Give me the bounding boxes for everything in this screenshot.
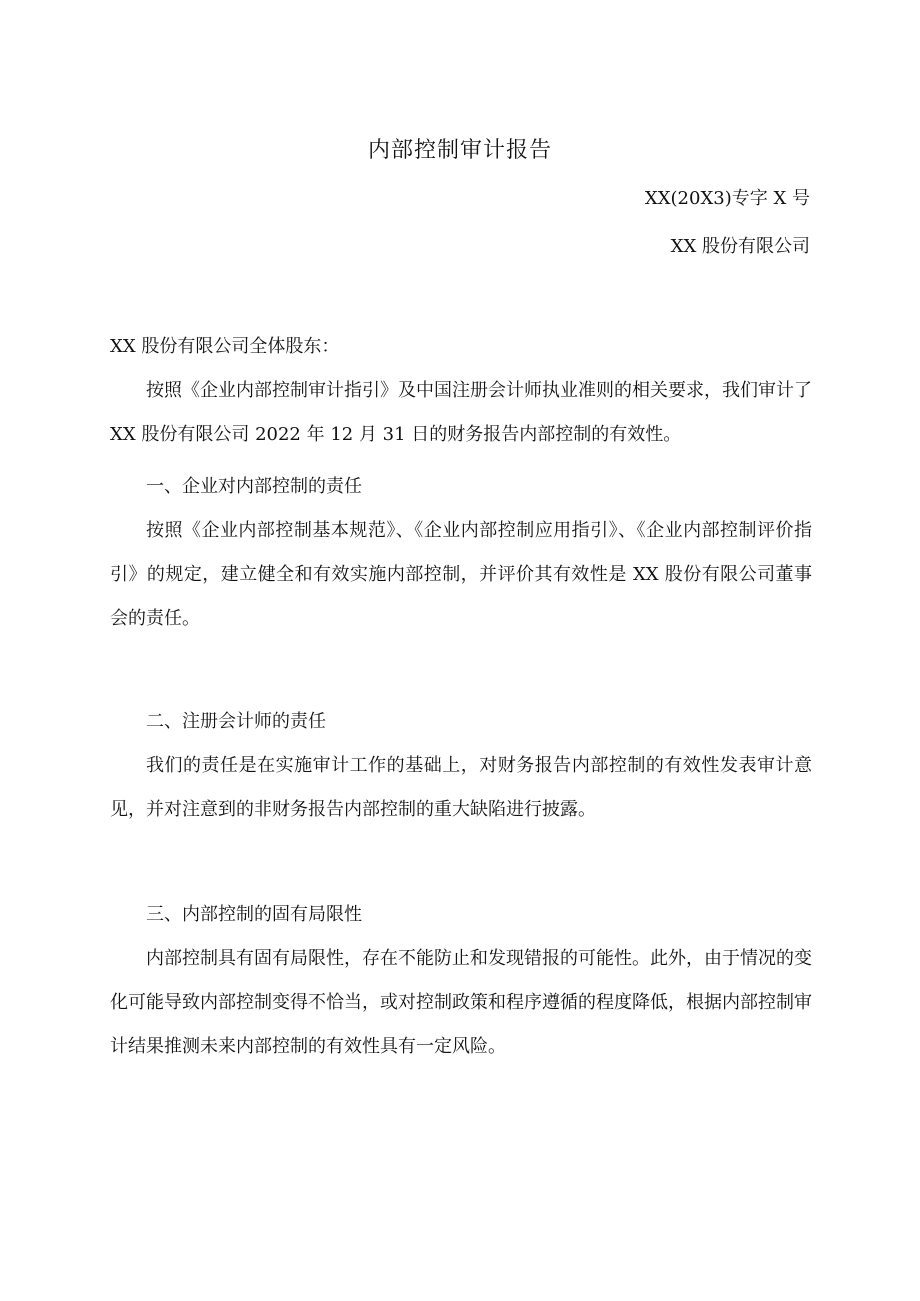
section-1-paragraph: 按照《企业内部控制基本规范》、《企业内部控制应用指引》、《企业内部控制评价指引》的规定，建立健全和有效实施内部控制，并评价其有效性是 XX 股份有限公司董事会的责任。 bbox=[110, 520, 812, 629]
section-3-heading: 三、内部控制的固有局限性 bbox=[146, 904, 362, 925]
section-2-heading: 二、注册会计师的责任 bbox=[146, 711, 326, 732]
intro-paragraph: 按照《企业内部控制审计指引》及中国注册会计师执业准则的相关要求，我们审计了 XX 股份有限公司 2022 年 12 月 31 日的财务报告内部控制的有效性。 bbox=[110, 380, 812, 445]
reference-number: XX(20X3)专字 X 号 bbox=[644, 188, 810, 209]
greeting: XX 股份有限公司全体股东： bbox=[110, 336, 340, 357]
company-name: XX 股份有限公司 bbox=[670, 236, 810, 257]
section-2-paragraph: 我们的责任是在实施审计工作的基础上，对财务报告内部控制的有效性发表审计意见，并对注意到的非财务报告内部控制的重大缺陷进行披露。 bbox=[110, 755, 812, 820]
section-3-paragraph: 内部控制具有固有局限性，存在不能防止和发现错报的可能性。此外，由于情况的变化可能导致内部控制变得不恰当，或对控制政策和程序遵循的程度降低，根据内部控制审计结果推测未来内部控制的有效性具有一定风险。 bbox=[110, 948, 812, 1057]
page-title: 内部控制审计报告 bbox=[367, 138, 552, 163]
section-1-heading: 一、企业对内部控制的责任 bbox=[146, 476, 362, 497]
